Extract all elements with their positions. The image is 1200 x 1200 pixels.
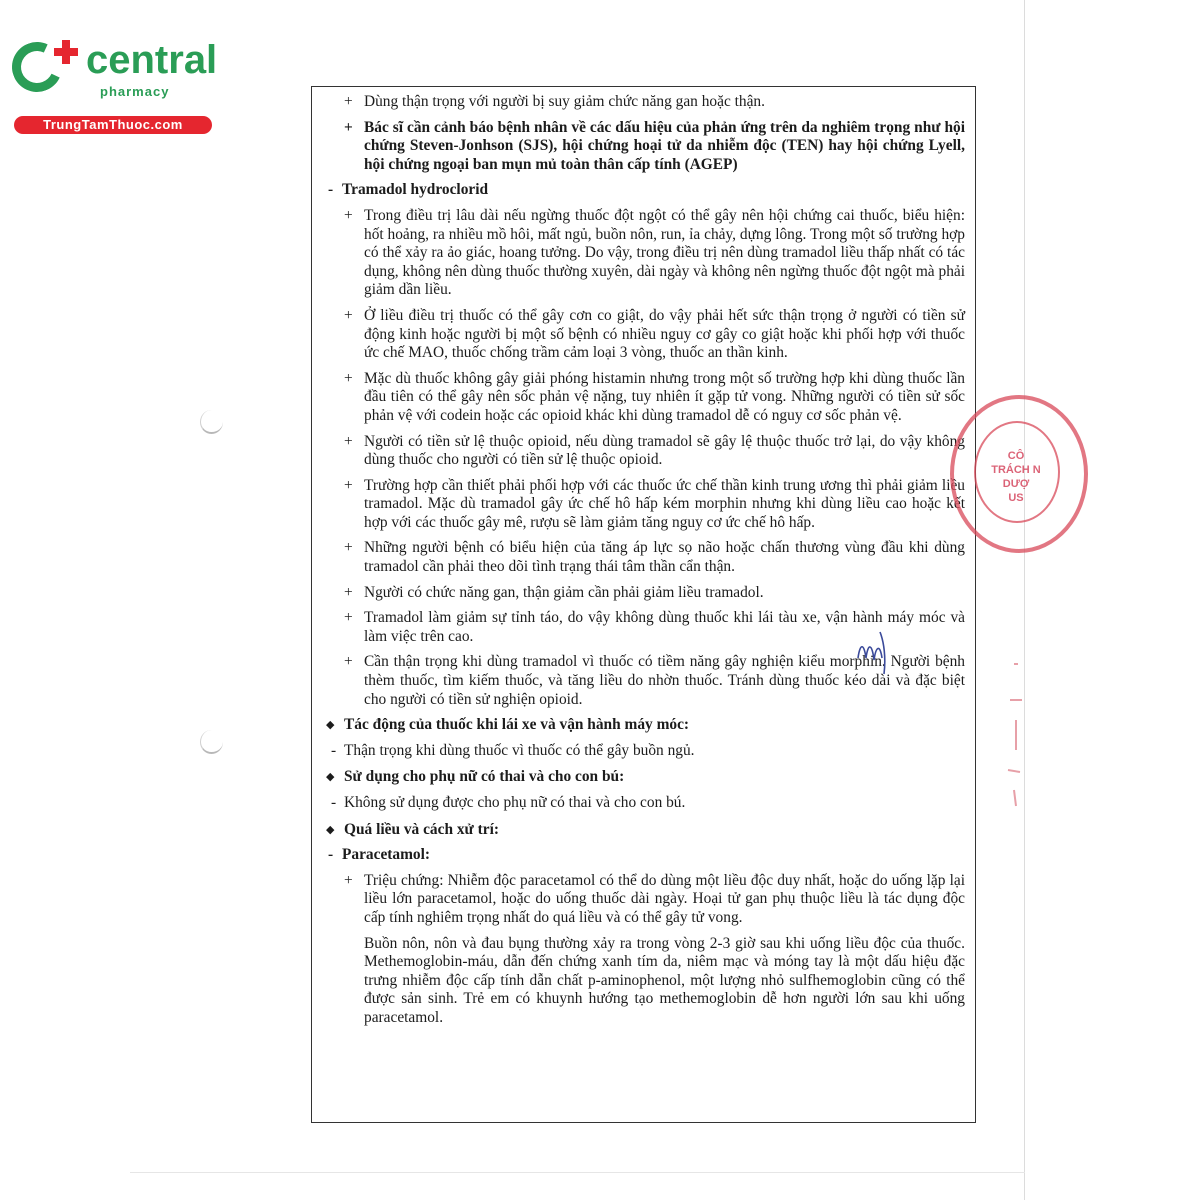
section-text-driving: - Thận trọng khi dùng thuốc vì thuốc có thể gây buồn ngủ. bbox=[326, 742, 965, 761]
list-item: + Tramadol làm giảm sự tỉnh táo, do vậy không dùng thuốc khi lái tàu xe, vận hành máy móc và làm việc trên cao. bbox=[326, 609, 965, 646]
logo-url-banner: TrungTamThuoc.com bbox=[14, 116, 212, 134]
punch-hole-top bbox=[200, 410, 223, 434]
central-pharmacy-logo bbox=[10, 36, 218, 136]
paper-right-edge bbox=[1024, 0, 1025, 1200]
list-item: + Cần thận trọng khi dùng tramadol vì thuốc có tiềm năng gây nghiện kiểu morphin. Người bệnh thèm thuốc, tìm kiếm thuốc, và tăng liều do nhờn thuốc. Tránh dùng thuốc kéo dài và đặc biệt cho người có tiền sử nghiện opioid. bbox=[326, 653, 965, 709]
list-item: + Ở liều điều trị thuốc có thể gây cơn co giật, do vậy phải hết sức thận trọng ở người có tiền sử động kinh hoặc người bị một số bệnh có nhiều nguy cơ gây co giật hoặc khi phối hợp với thuốc ức chế MAO, thuốc chống trầm cảm loại 3 vòng, thuốc an thần kinh. bbox=[326, 307, 965, 363]
list-item: + Mặc dù thuốc không gây giải phóng histamin nhưng trong một số trường hợp khi dùng thuốc lần đầu tiên có thể gây nên sốc phản vệ nặng, tuy nhiên ít gặp tử vong. Những người có tiền sử sốc phản vệ với codein hoặc các opioid khác khi dùng tramadol dễ có nguy cơ sốc phản vệ. bbox=[326, 370, 965, 426]
company-stamp bbox=[950, 395, 1088, 553]
stamp-text: CÔ TRÁCH N DƯỢ US bbox=[991, 450, 1041, 504]
list-item: + Người có chức năng gan, thận giảm cần phải giảm liều tramadol. bbox=[326, 584, 965, 603]
paper-bottom-edge bbox=[130, 1172, 1025, 1173]
section-heading-tramadol: - Tramadol hydroclorid bbox=[326, 181, 965, 200]
logo-subtitle: pharmacy bbox=[100, 84, 170, 99]
list-item: + Trường hợp cần thiết phải phối hợp với các thuốc ức chế thần kinh trung ương thì phải giảm liều tramadol. Mặc dù tramadol gây ức chế hô hấp kém morphin nhưng khi dùng liều cao hoặc kết hợp với các thuốc gây mê, rượu sẽ làm giảm tăng nguy cơ ức chế hô hấp. bbox=[326, 477, 965, 533]
list-item: + Những người bệnh có biểu hiện của tăng áp lực sọ não hoặc chấn thương vùng đầu khi dùng tramadol cần phải theo dõi tình trạng thái tâm thần cẩn thận. bbox=[326, 539, 965, 576]
list-item: + Người có tiền sử lệ thuộc opioid, nếu dùng tramadol sẽ gây lệ thuộc thuốc trở lại, do vậy không dùng thuốc cho người có tiền sử lệ thuộc opioid. bbox=[326, 433, 965, 470]
list-item: + Trong điều trị lâu dài nếu ngừng thuốc đột ngột có thể gây nên hội chứng cai thuốc, biểu hiện: hốt hoảng, ra nhiều mồ hôi, mất ngủ, buồn nôn, run, ỉa chảy, dựng lông. Trong một số trường hợp có thể xảy ra ảo giác, hoang tưởng. Do vậy, trong điều trị nên dùng tramadol liều thấp nhất có tác dụng, không nên dùng thuốc thường xuyên, dài ngày và không nên ngừng thuốc đột ngột mà phải giảm dần liều. bbox=[326, 207, 965, 300]
section-heading-pregnancy: ◆ Sử dụng cho phụ nữ có thai và cho con bú: bbox=[326, 768, 965, 787]
section-text-pregnancy: - Không sử dụng được cho phụ nữ có thai và cho con bú. bbox=[326, 794, 965, 813]
document-frame bbox=[311, 86, 976, 1123]
punch-hole-bottom bbox=[200, 730, 223, 754]
section-heading-overdose: ◆ Quá liều và cách xử trí: bbox=[326, 821, 965, 840]
section-heading-paracetamol: - Paracetamol: bbox=[326, 846, 965, 865]
logo-plus-icon bbox=[54, 40, 78, 64]
list-item: + Triệu chứng: Nhiễm độc paracetamol có thể do dùng một liều độc duy nhất, hoặc do uống lặp lại liều lớn paracetamol, hoặc do uống thuốc dài ngày. Hoại tử gan phụ thuộc liều là tác dụng độc cấp tính nghiêm trọng nhất do quá liều và có thể gây tử vong. bbox=[326, 872, 965, 928]
list-item-warning: + Bác sĩ cần cảnh báo bệnh nhân về các dấu hiệu của phản ứng trên da nghiêm trọng như hội chứng Steven-Jonhson (SJS), hội chứng hoại tử da nhiễm độc (TEN) hay hội chứng Lyell, hội chứng ngoại ban mụn mủ toàn thân cấp tính (AGEP) bbox=[326, 119, 965, 175]
section-heading-driving: ◆ Tác động của thuốc khi lái xe và vận hành máy móc: bbox=[326, 716, 965, 735]
list-item: + Dùng thận trọng với người bị suy giảm chức năng gan hoặc thận. bbox=[326, 93, 965, 112]
signature-mark bbox=[850, 618, 900, 678]
margin-red-marks bbox=[1000, 660, 1030, 810]
paragraph: Buồn nôn, nôn và đau bụng thường xảy ra trong vòng 2-3 giờ sau khi uống liều độc của thuốc. Methemoglobin-máu, dẫn đến chứng xanh tím da, niêm mạc và móng tay là một dấu hiệu đặc trưng nhiễm độc cấp tính dẫn chất p-aminophenol, một lượng nhỏ sulfhemoglobin cũng có thể được sản sinh. Trẻ em có khuynh hướng tạo methemoglobin dễ hơn người lớn sau khi uống paracetamol. bbox=[364, 934, 965, 1026]
logo-name: central bbox=[86, 38, 218, 82]
